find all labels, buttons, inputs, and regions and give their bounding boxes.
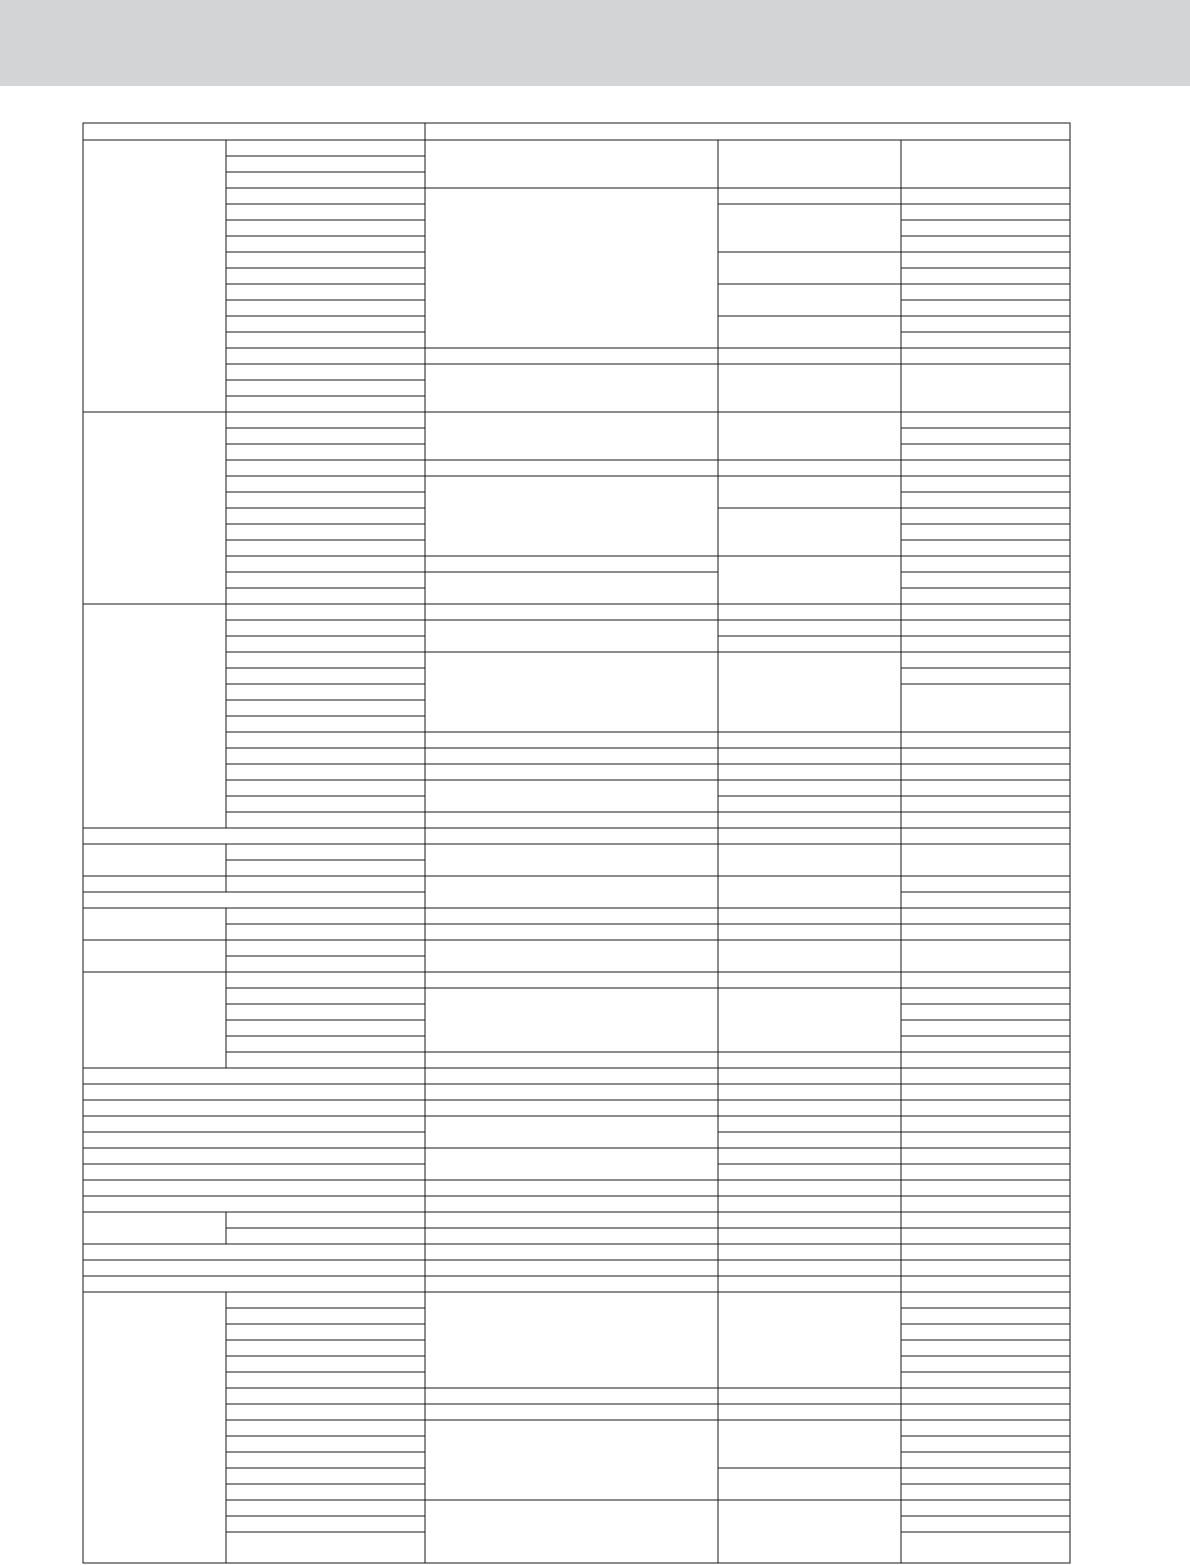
table-frame xyxy=(83,123,1070,1563)
